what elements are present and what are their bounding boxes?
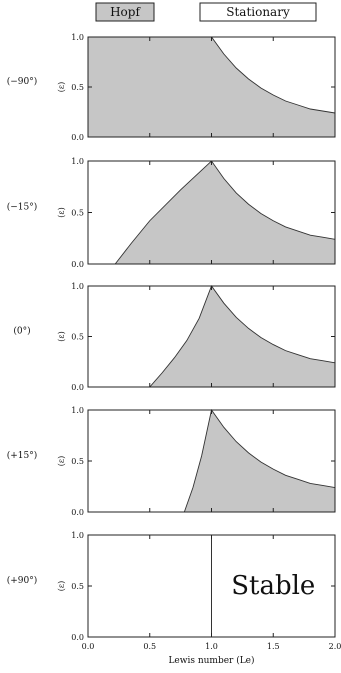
panel-4-ytick-label-2: 1.0: [71, 531, 84, 540]
xtick-label-2: 1.0: [205, 642, 218, 651]
panel-2-ytick-label-2: 1.0: [71, 282, 84, 291]
panel-1-angle-label: (−15°): [6, 202, 38, 213]
panel-3-ylabel: (ε): [57, 455, 66, 467]
panel-1-ylabel: (ε): [57, 207, 66, 218]
panel-0-angle-label: (−90°): [6, 77, 38, 87]
panel-4-stable-text: Stable: [231, 571, 316, 602]
panel-3-angle-label: (+15°): [6, 451, 38, 461]
panel-1-ytick-label-1: 0.5: [71, 208, 84, 218]
panel-1-ytick-label-2: 1.0: [71, 157, 84, 166]
panel-2-ytick-label-0: 0.0: [71, 383, 84, 392]
xtick-label-0: 0.0: [81, 642, 95, 651]
xtick-label-3: 1.5: [266, 642, 280, 651]
panel-3-ytick-label-1: 0.5: [71, 457, 84, 466]
legend-label-0: Hopf: [110, 5, 140, 19]
panel-4-ytick-label-1: 0.5: [71, 582, 84, 591]
panel-0-ylabel: (ε): [57, 81, 66, 93]
panel-2-ytick-label-1: 0.5: [71, 332, 84, 342]
xtick-label-4: 2.0: [328, 642, 341, 651]
panel-3-ytick-label-0: 0.0: [71, 508, 84, 517]
legend-label-1: Stationary: [226, 5, 290, 19]
panel-1-ytick-label-0: 0.0: [71, 260, 84, 269]
x-axis-label: Lewis number (Le): [168, 656, 255, 666]
panel-4-angle-label: (+90°): [6, 576, 38, 586]
panel-0-ytick-label-2: 1.0: [71, 33, 84, 42]
panel-0-ytick-label-1: 0.5: [71, 83, 84, 92]
panel-0-ytick-label-0: 0.0: [71, 133, 84, 142]
panel-2-ylabel: (ε): [57, 331, 66, 342]
xtick-label-1: 0.5: [143, 642, 157, 651]
panel-3-ytick-label-2: 1.0: [71, 406, 84, 415]
panel-2-angle-label: (0°): [13, 326, 31, 337]
panel-4-ytick-label-0: 0.0: [71, 633, 84, 642]
panel-4-ylabel: (ε): [57, 580, 66, 592]
